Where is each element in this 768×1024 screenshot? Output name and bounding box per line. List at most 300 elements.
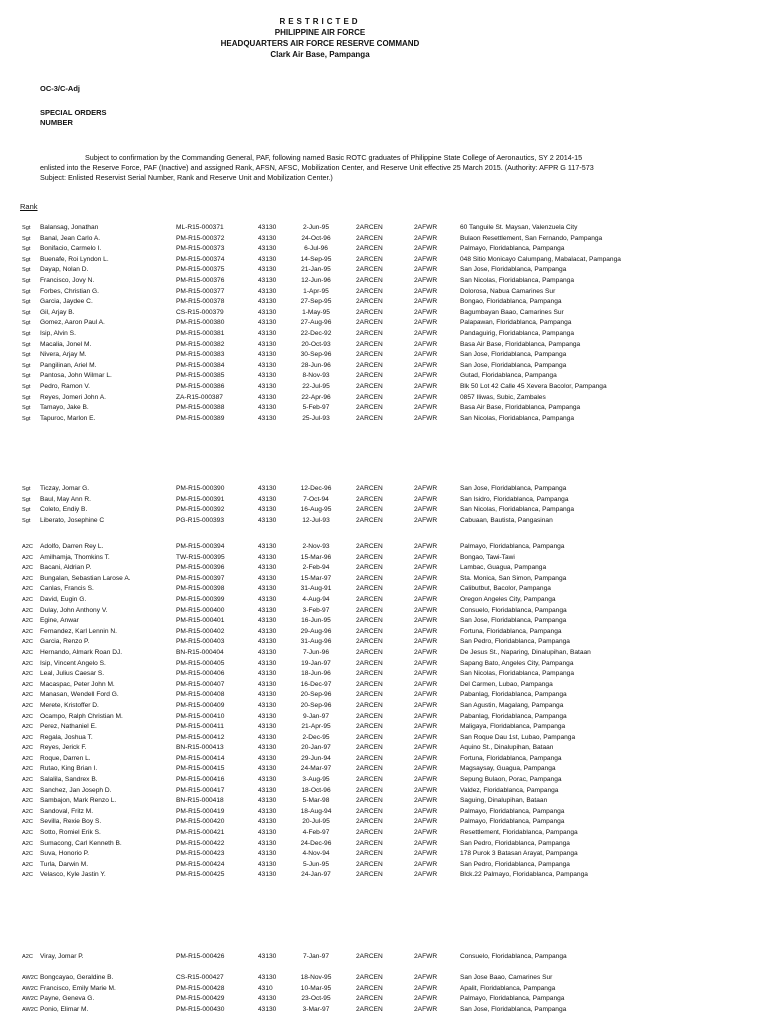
reserve-center-cell: 2ARCEN	[356, 984, 383, 992]
afsc-cell: 43130	[258, 659, 277, 667]
afsc-cell: 43130	[258, 680, 277, 688]
serial-number-cell: PM-R15-000415	[176, 765, 225, 773]
afsc-cell: 43130	[258, 585, 277, 593]
classification-marking: RESTRICTED	[279, 17, 361, 26]
afsc-cell: 43130	[258, 617, 277, 625]
roster-row	[0, 952, 768, 963]
name-cell: Banal, Jean Carlo A.	[40, 234, 101, 242]
birth-date-cell: 2-Jun-95	[302, 224, 330, 231]
reserve-center-cell: 2ARCEN	[356, 329, 383, 337]
reserve-center-cell: 2ARCEN	[356, 680, 383, 688]
serial-number-cell: PM-R15-000376	[176, 276, 225, 284]
afsc-cell: 4310	[258, 984, 273, 992]
afsc-cell: 43130	[258, 638, 277, 646]
reserve-wing-cell: 2AFWR	[414, 543, 438, 550]
roster-row	[0, 255, 768, 266]
name-cell: Turla, Darwin M.	[40, 860, 89, 868]
afsc-cell: 43130	[258, 974, 277, 981]
rank-cell: Sgt	[22, 486, 31, 492]
birth-date-cell: 31-Aug-96	[300, 638, 332, 646]
reserve-wing-cell: 2AFWR	[414, 574, 438, 582]
reserve-center-cell: 2ARCEN	[356, 829, 383, 837]
name-cell: Pedro, Ramon V.	[40, 382, 90, 390]
reserve-wing-cell: 2AFWR	[414, 829, 438, 837]
reserve-center-cell: 2ARCEN	[356, 754, 383, 762]
reserve-wing-cell: 2AFWR	[414, 485, 438, 492]
birth-date-cell: 16-Jun-95	[301, 617, 331, 625]
name-cell: Francisco, Jovy N.	[40, 276, 95, 284]
afsc-cell: 43130	[258, 234, 277, 242]
reserve-center-cell: 2ARCEN	[356, 564, 383, 572]
address-cell: Blk 50 Lot 42 Calle 45 Xevera Bacolor, Pampanga	[460, 382, 607, 390]
birth-date-cell: 27-Aug-96	[300, 319, 332, 327]
afsc-cell: 43130	[258, 995, 277, 1003]
afsc-cell: 43130	[258, 245, 277, 253]
afsc-cell: 43130	[258, 595, 277, 603]
serial-number-cell: PM-R15-000389	[176, 414, 225, 422]
roster-row	[0, 234, 768, 245]
reserve-wing-cell: 2AFWR	[414, 255, 438, 263]
afsc-cell: 43130	[258, 606, 277, 614]
afsc-cell: 43130	[258, 765, 277, 773]
roster-row	[0, 994, 768, 1005]
reserve-wing-cell: 2AFWR	[414, 245, 438, 253]
reserve-wing-cell: 2AFWR	[414, 627, 438, 635]
name-cell: Coleto, Endiy B.	[40, 506, 88, 514]
name-cell: Sandoval, Fritz M.	[40, 807, 94, 815]
reserve-wing-cell: 2AFWR	[414, 754, 438, 762]
address-cell: San Jose, Floridablanca, Pampanga	[460, 351, 567, 359]
name-cell: Bongcayao, Geraldine B.	[40, 974, 114, 981]
reserve-center-cell: 2ARCEN	[356, 404, 383, 412]
rank-cell: A2C	[22, 745, 33, 752]
serial-number-cell: PM-R15-000403	[176, 638, 225, 646]
reserve-wing-cell: 2AFWR	[414, 393, 438, 401]
reserve-center-cell: 2ARCEN	[356, 627, 383, 635]
rank-cell: A2C	[22, 766, 33, 773]
birth-date-cell: 2-Feb-94	[302, 564, 330, 572]
address-cell: Gutad, Floridablanca, Pampanga	[460, 372, 557, 380]
birth-date-cell: 4-Feb-97	[302, 829, 330, 837]
name-cell: Francisco, Emily Marie M.	[40, 984, 116, 992]
roster-row	[0, 563, 768, 574]
roster-row	[0, 265, 768, 276]
name-cell: Leal, Julius Caesar S.	[40, 670, 105, 678]
reserve-center-cell: 2ARCEN	[356, 638, 383, 646]
afsc-cell: 43130	[258, 414, 277, 422]
address-cell: San Pedro, Floridablanca, Pampanga	[460, 638, 570, 646]
address-cell: Pandaguirig, Floridablanca, Pampanga	[460, 329, 574, 337]
address-cell: Fortuna, Floridablanca, Pampanga	[460, 754, 562, 762]
reserve-center-cell: 2ARCEN	[356, 765, 383, 773]
rank-cell: Sgt	[22, 320, 31, 327]
birth-date-cell: 15-Mar-96	[300, 553, 332, 561]
rank-cell: A2C	[22, 681, 33, 688]
address-cell: Oregon Angeles City, Pampanga	[460, 595, 556, 603]
rank-cell: A2C	[22, 787, 33, 794]
reserve-wing-cell: 2AFWR	[414, 234, 438, 242]
name-cell: Sambajon, Mark Renzo L.	[40, 797, 117, 805]
serial-number-cell: CS-R15-000427	[176, 974, 224, 981]
reserve-center-cell: 2ARCEN	[356, 953, 383, 960]
serial-number-cell: PM-R15-000384	[176, 361, 225, 369]
address-cell: Consuelo, Floridablanca, Pampanga	[460, 606, 567, 614]
serial-number-cell: PM-R15-000399	[176, 595, 225, 603]
reserve-center-cell: 2ARCEN	[356, 786, 383, 794]
reserve-center-cell: 2ARCEN	[356, 617, 383, 625]
reserve-center-cell: 2ARCEN	[356, 744, 383, 752]
afsc-cell: 43130	[258, 543, 277, 550]
roster-row	[0, 701, 768, 712]
birth-date-cell: 9-Jan-97	[302, 712, 330, 720]
address-cell: Magsaysay, Guagua, Pampanga	[460, 765, 556, 773]
name-cell: Regala, Joshua T.	[40, 733, 93, 741]
name-cell: Reyes, Jerick F.	[40, 744, 87, 752]
address-cell: Palmayo, Floridablanca, Pampanga	[460, 807, 565, 815]
address-cell: San Isidro, Floridablanca, Pampanga	[460, 495, 569, 503]
reserve-wing-cell: 2AFWR	[414, 495, 438, 503]
address-cell: San Jose, Floridablanca, Pampanga	[460, 361, 567, 369]
birth-date-cell: 5-Jun-95	[302, 860, 330, 868]
name-cell: David, Eugin G.	[40, 595, 87, 603]
roster-row	[0, 350, 768, 361]
reserve-wing-cell: 2AFWR	[414, 606, 438, 614]
reserve-wing-cell: 2AFWR	[414, 974, 438, 981]
afsc-cell: 43130	[258, 319, 277, 327]
reserve-center-cell: 2ARCEN	[356, 712, 383, 720]
serial-number-cell: PM-R15-000378	[176, 298, 225, 306]
birth-date-cell: 12-Dec-96	[300, 485, 332, 492]
address-cell: San Jose, Floridablanca, Pampanga	[460, 485, 567, 492]
name-cell: Amilhamja, Thomkins T.	[40, 553, 110, 561]
afsc-cell: 43130	[258, 953, 277, 960]
name-cell: Forbes, Christian G.	[40, 287, 99, 295]
address-cell: Consuelo, Floridablanca, Pampanga	[460, 953, 567, 960]
address-cell: 048 Sitio Monicayo Calumpang, Mabalacat, Pampanga	[460, 255, 621, 263]
birth-date-cell: 14-Sep-95	[300, 255, 332, 263]
serial-number-cell: PM-R15-000424	[176, 860, 225, 868]
afsc-cell: 43130	[258, 266, 277, 274]
rank-cell: A2C	[22, 734, 33, 741]
roster-row	[0, 584, 768, 595]
roster-row	[0, 659, 768, 670]
afsc-cell: 43130	[258, 564, 277, 572]
reserve-center-cell: 2ARCEN	[356, 860, 383, 868]
rank-cell: A2C	[22, 639, 33, 646]
address-cell: Aquino St., Dinalupihan, Bataan	[460, 744, 554, 752]
rank-cell: Sgt	[22, 394, 31, 401]
reserve-center-cell: 2ARCEN	[356, 287, 383, 295]
office-code: OC-3/C-Adj	[40, 84, 80, 93]
name-cell: Tapuroc, Marlon E.	[40, 414, 96, 422]
reserve-center-cell: 2ARCEN	[356, 372, 383, 380]
roster-group	[0, 484, 768, 526]
afsc-cell: 43130	[258, 744, 277, 752]
rank-cell: A2C	[22, 586, 33, 593]
body-paragraph-2: enlisted into the Reserve Force, PAF (Inactive) and assigned Rank, AFSN, AFSC, Mobilization Center, and Reserve Unit effective 25 March 2015. (Authority: AFPR G 117-573	[40, 163, 594, 172]
birth-date-cell: 3-Aug-95	[302, 776, 330, 784]
afsc-cell: 43130	[258, 648, 277, 656]
reserve-wing-cell: 2AFWR	[414, 595, 438, 603]
afsc-cell: 43130	[258, 340, 277, 348]
serial-number-cell: PM-R15-000398	[176, 585, 225, 593]
name-cell: Ponio, Elimar M.	[40, 1005, 89, 1013]
reserve-wing-cell: 2AFWR	[414, 860, 438, 868]
roster-row	[0, 764, 768, 775]
roster-row	[0, 223, 768, 234]
reserve-wing-cell: 2AFWR	[414, 839, 438, 847]
rank-cell: Sgt	[22, 362, 31, 369]
serial-number-cell: PM-R15-000423	[176, 850, 225, 858]
roster-row	[0, 318, 768, 329]
serial-number-cell: PM-R15-000406	[176, 670, 225, 678]
birth-date-cell: 15-Mar-97	[300, 574, 332, 582]
reserve-center-cell: 2ARCEN	[356, 224, 383, 231]
address-cell: Calibutbut, Bacolor, Pampanga	[460, 585, 551, 593]
reserve-center-cell: 2ARCEN	[356, 506, 383, 514]
rank-cell: AW2C	[22, 996, 38, 1003]
roster-row	[0, 244, 768, 255]
birth-date-cell: 23-Oct-95	[301, 995, 331, 1003]
birth-date-cell: 21-Apr-95	[301, 723, 331, 731]
address-cell: Bulaon Resettlement, San Fernando, Pampanga	[460, 234, 603, 242]
reserve-center-cell: 2ARCEN	[356, 495, 383, 503]
serial-number-cell: PM-R15-000416	[176, 776, 225, 784]
reserve-wing-cell: 2AFWR	[414, 797, 438, 805]
address-cell: Valdez, Floridablanca, Pampanga	[460, 786, 559, 794]
birth-date-cell: 3-Feb-97	[302, 606, 330, 614]
afsc-cell: 43130	[258, 287, 277, 295]
address-cell: Pabanlag, Floridablanca, Pampanga	[460, 712, 567, 720]
reserve-center-cell: 2ARCEN	[356, 340, 383, 348]
reserve-center-cell: 2ARCEN	[356, 670, 383, 678]
reserve-wing-cell: 2AFWR	[414, 995, 438, 1003]
roster-row	[0, 574, 768, 585]
afsc-cell: 43130	[258, 382, 277, 390]
reserve-center-cell: 2ARCEN	[356, 648, 383, 656]
address-cell: Palmayo, Floridablanca, Pampanga	[460, 543, 565, 550]
afsc-cell: 43130	[258, 574, 277, 582]
address-cell: San Jose Baao, Camarines Sur	[460, 974, 553, 981]
serial-number-cell: PM-R15-000414	[176, 754, 225, 762]
rank-cell: A2C	[22, 702, 33, 709]
address-cell: Bagumbayan Baao, Camarines Sur	[460, 308, 564, 316]
rank-cell: A2C	[22, 830, 33, 837]
address-cell: San Nicolas, Floridablanca, Pampanga	[460, 276, 574, 284]
serial-number-cell: PM-R15-000411	[176, 723, 224, 731]
reserve-center-cell: 2ARCEN	[356, 393, 383, 401]
name-cell: Garcia, Renzo P.	[40, 638, 90, 646]
name-cell: Velasco, Kyle Jastin Y.	[40, 871, 106, 879]
rank-cell: Sgt	[22, 517, 31, 524]
serial-number-cell: PM-R15-000372	[176, 234, 225, 242]
afsc-cell: 43130	[258, 723, 277, 731]
name-cell: Suva, Honorio P.	[40, 850, 89, 858]
name-cell: Buenafe, Roi Lyndon L.	[40, 255, 109, 263]
roster-row	[0, 807, 768, 818]
address-cell: 0857 Iliwas, Subic, Zambales	[460, 393, 546, 401]
name-cell: Reyes, Jomeri John A.	[40, 393, 106, 401]
header-line-location: Clark Air Base, Pampanga	[270, 50, 370, 59]
afsc-cell: 43130	[258, 298, 277, 306]
afsc-cell: 43130	[258, 308, 277, 316]
serial-number-cell: PM-R15-000420	[176, 818, 225, 826]
reserve-center-cell: 2ARCEN	[356, 543, 383, 550]
afsc-cell: 43130	[258, 404, 277, 412]
serial-number-cell: PM-R15-000410	[176, 712, 225, 720]
reserve-wing-cell: 2AFWR	[414, 276, 438, 284]
roster-row	[0, 817, 768, 828]
rank-column-header: Rank	[20, 202, 38, 211]
address-cell: 178 Purok 3 Batasan Arayat, Pampanga	[460, 850, 578, 858]
roster-row	[0, 371, 768, 382]
rank-cell: A2C	[22, 596, 33, 603]
reserve-wing-cell: 2AFWR	[414, 329, 438, 337]
roster-row	[0, 505, 768, 516]
afsc-cell: 43130	[258, 776, 277, 784]
serial-number-cell: PM-R15-000429	[176, 995, 225, 1003]
address-cell: Sapang Bato, Angeles City, Pampanga	[460, 659, 574, 667]
rank-cell: AW2C	[22, 985, 38, 992]
afsc-cell: 43130	[258, 712, 277, 720]
birth-date-cell: 16-Dec-97	[300, 680, 332, 688]
reserve-wing-cell: 2AFWR	[414, 776, 438, 784]
birth-date-cell: 2-Nov-93	[302, 543, 330, 550]
roster-row	[0, 775, 768, 786]
roster-row	[0, 743, 768, 754]
rank-cell: A2C	[22, 798, 33, 805]
reserve-wing-cell: 2AFWR	[414, 414, 438, 422]
serial-number-cell: TW-R15-000395	[176, 553, 225, 561]
roster-row	[0, 796, 768, 807]
birth-date-cell: 8-Nov-93	[302, 372, 330, 380]
address-cell: 60 Tanguile St. Maysan, Valenzuela City	[460, 224, 578, 231]
serial-number-cell: BN-R15-000413	[176, 744, 224, 752]
roster-row	[0, 849, 768, 860]
roster-row	[0, 542, 768, 553]
roster-row	[0, 361, 768, 372]
name-cell: Tamayo, Jake B.	[40, 404, 89, 412]
roster-row	[0, 839, 768, 850]
birth-date-cell: 25-Jul-93	[302, 414, 330, 422]
birth-date-cell: 27-Sep-95	[300, 298, 332, 306]
name-cell: Pangilinan, Ariel M.	[40, 361, 97, 369]
birth-date-cell: 5-Feb-97	[302, 404, 330, 412]
reserve-center-cell: 2ARCEN	[356, 974, 383, 981]
name-cell: Ticzay, Jomar G.	[40, 485, 90, 492]
name-cell: Isip, Alvin S.	[40, 329, 76, 337]
name-cell: Macaspac, Peter John M.	[40, 680, 115, 688]
address-cell: Cabuaan, Bautista, Pangasinan	[460, 516, 553, 524]
serial-number-cell: PM-R15-000385	[176, 372, 225, 380]
serial-number-cell: ML-R15-000371	[176, 224, 224, 231]
address-cell: San Nicolas, Floridablanca, Pampanga	[460, 670, 574, 678]
birth-date-cell: 20-Jul-95	[302, 818, 330, 826]
birth-date-cell: 12-Jul-93	[302, 516, 330, 524]
name-cell: Sevilla, Rexie Boy S.	[40, 818, 102, 826]
reserve-wing-cell: 2AFWR	[414, 516, 438, 524]
document-header	[0, 16, 640, 60]
address-cell: Maligaya, Floridablanca, Pampanga	[460, 723, 566, 731]
roster-row	[0, 495, 768, 506]
birth-date-cell: 20-Sep-96	[300, 701, 332, 709]
afsc-cell: 43130	[258, 839, 277, 847]
address-cell: Basa Air Base, Floridablanca, Pampanga	[460, 404, 581, 412]
rank-cell: Sgt	[22, 352, 31, 359]
serial-number-cell: PM-R15-000430	[176, 1005, 225, 1013]
roster-row	[0, 648, 768, 659]
reserve-wing-cell: 2AFWR	[414, 382, 438, 390]
roster-row	[0, 828, 768, 839]
name-cell: Sanchez, Jan Joseph D.	[40, 786, 112, 794]
reserve-wing-cell: 2AFWR	[414, 287, 438, 295]
roster-row	[0, 382, 768, 393]
serial-number-cell: PM-R15-000382	[176, 340, 225, 348]
address-cell: Blck.22 Palmayo, Floridablanca, Pampanga	[460, 871, 588, 879]
reserve-center-cell: 2ARCEN	[356, 818, 383, 826]
reserve-wing-cell: 2AFWR	[414, 786, 438, 794]
roster-row	[0, 414, 768, 425]
rank-cell: A2C	[22, 840, 33, 847]
reserve-center-cell: 2ARCEN	[356, 797, 383, 805]
address-cell: San Pedro, Floridablanca, Pampanga	[460, 860, 570, 868]
birth-date-cell: 20-Oct-93	[301, 340, 331, 348]
birth-date-cell: 4-Aug-94	[302, 595, 330, 603]
rank-cell: Sgt	[22, 267, 31, 274]
rank-cell: A2C	[22, 618, 33, 625]
roster-row	[0, 329, 768, 340]
rank-cell: A2C	[22, 724, 33, 731]
roster-row	[0, 553, 768, 564]
header-line-service: PHILIPPINE AIR FORCE	[274, 28, 366, 37]
reserve-wing-cell: 2AFWR	[414, 659, 438, 667]
name-cell: Isip, Vincent Angelo S.	[40, 659, 106, 667]
afsc-cell: 43130	[258, 701, 277, 709]
rank-cell: Sgt	[22, 373, 31, 380]
afsc-cell: 43130	[258, 276, 277, 284]
roster-row	[0, 722, 768, 733]
address-cell: Pabanlag, Floridablanca, Pampanga	[460, 691, 567, 699]
serial-number-cell: PM-R15-000397	[176, 574, 225, 582]
rank-cell: AW2C	[22, 1006, 38, 1013]
name-cell: Canlas, Francis S.	[40, 585, 94, 593]
address-cell: San Roque Dau 1st, Lubao, Pampanga	[460, 733, 576, 741]
rank-cell: A2C	[22, 671, 33, 678]
address-cell: Sta. Monica, San Simon, Pampanga	[460, 574, 567, 582]
roster-row	[0, 276, 768, 287]
address-cell: Palmayo, Floridablanca, Pampanga	[460, 818, 565, 826]
birth-date-cell: 30-Sep-96	[300, 351, 332, 359]
order-title: SPECIAL ORDERS	[40, 108, 107, 117]
rank-cell: A2C	[22, 713, 33, 720]
roster-row	[0, 403, 768, 414]
order-number-label: NUMBER	[40, 118, 73, 127]
rank-cell: AW2C	[22, 975, 38, 981]
afsc-cell: 43130	[258, 797, 277, 805]
afsc-cell: 43130	[258, 829, 277, 837]
afsc-cell: 43130	[258, 807, 277, 815]
name-cell: Bonifacio, Carmelo I.	[40, 245, 102, 253]
birth-date-cell: 31-Aug-91	[300, 585, 332, 593]
rank-cell: Sgt	[22, 309, 31, 316]
roster-row	[0, 308, 768, 319]
serial-number-cell: PG-R15-000393	[176, 516, 225, 524]
name-cell: Liberato, Josephine C	[40, 516, 105, 524]
birth-date-cell: 1-May-95	[302, 308, 330, 316]
reserve-wing-cell: 2AFWR	[414, 340, 438, 348]
name-cell: Manasan, Wendell Ford G.	[40, 691, 119, 699]
afsc-cell: 43130	[258, 850, 277, 858]
